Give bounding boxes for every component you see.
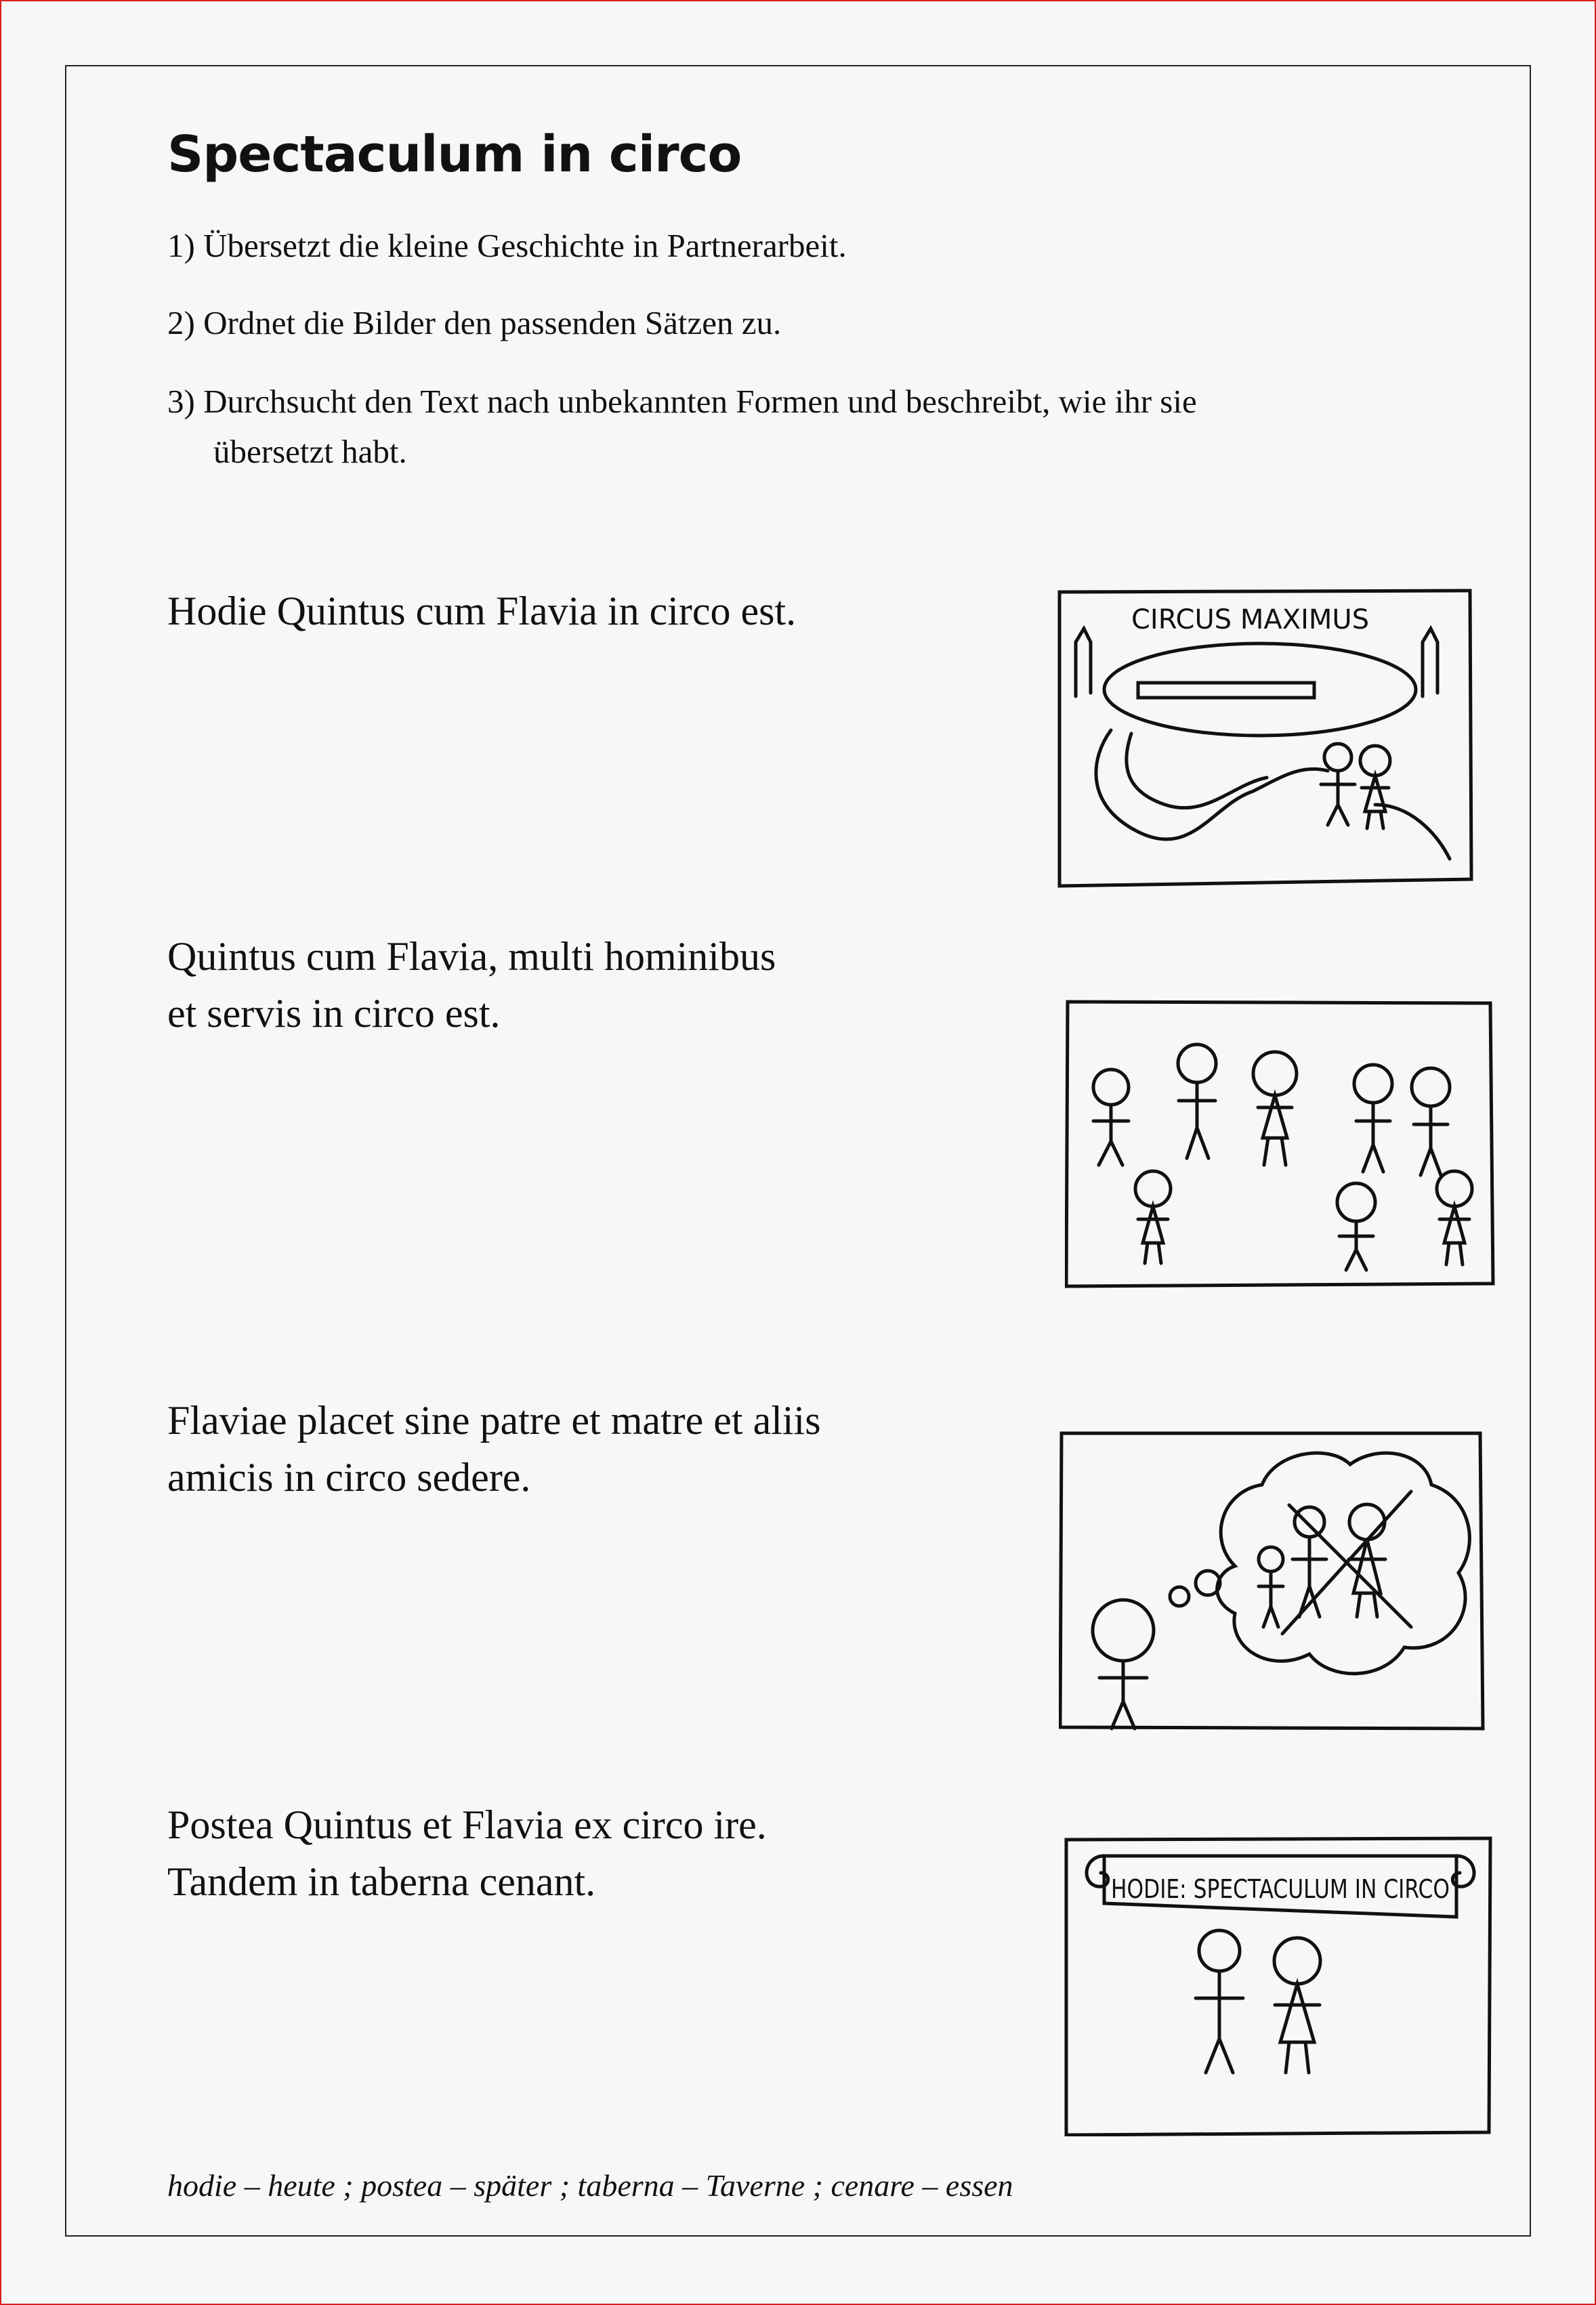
task-3-line-1: 3) Durchsucht den Text nach unbekannten Formen und beschreibt, wie ihr sie bbox=[167, 383, 1197, 420]
thought-dot-small bbox=[1170, 1587, 1189, 1606]
thought-cloud bbox=[1217, 1453, 1470, 1674]
task-3 bbox=[167, 377, 1387, 477]
person-6 bbox=[1135, 1171, 1171, 1263]
person-8 bbox=[1437, 1171, 1472, 1265]
task-2: 2) Ordnet die Bilder den passenden Sätzen zu. bbox=[167, 304, 782, 341]
picture-label: HODIE: SPECTACULUM IN CIRCO bbox=[1111, 1874, 1450, 1904]
flavia-thinking bbox=[1093, 1600, 1154, 1729]
sentence-3-line-2: amicis in circo sedere. bbox=[167, 1455, 531, 1500]
person-5 bbox=[1412, 1068, 1450, 1175]
page-title: Spectaculum in circo bbox=[167, 125, 742, 184]
glossary: hodie – heute ; postea – später ; taberna – Taverne ; cenare – essen bbox=[167, 2168, 1013, 2203]
picture-label: CIRCUS MAXIMUS bbox=[1131, 604, 1370, 635]
sentence-3-line-1: Flaviae placet sine patre et matre et aliis bbox=[167, 1398, 821, 1443]
sentence-2-line-2: et servis in circo est. bbox=[167, 991, 501, 1036]
spina bbox=[1138, 683, 1314, 698]
sentence-4-line-1: Postea Quintus et Flavia ex circo ire. bbox=[167, 1802, 767, 1847]
sentence-4 bbox=[167, 1796, 1014, 1910]
person-4 bbox=[1354, 1065, 1392, 1172]
sentence-3 bbox=[167, 1392, 1014, 1506]
picture-crowd bbox=[1065, 999, 1496, 1289]
task-3-line-2: übersetzt habt. bbox=[213, 433, 407, 470]
thought-person-1 bbox=[1259, 1547, 1283, 1627]
quintus-head bbox=[1324, 744, 1351, 771]
quintus-body bbox=[1321, 771, 1355, 825]
picture-thought-bubble bbox=[1059, 1431, 1487, 1731]
person-7 bbox=[1337, 1183, 1375, 1270]
sentence-2-line-1: Quintus cum Flavia, multi hominibus bbox=[167, 934, 776, 979]
road-inner bbox=[1127, 734, 1267, 808]
quintus bbox=[1196, 1930, 1243, 2073]
sentence-4-line-2: Tandem in taberna cenant. bbox=[167, 1859, 596, 1904]
picture-banner bbox=[1064, 1836, 1494, 2136]
sentence-1-line-1: Hodie Quintus cum Flavia in circo est. bbox=[167, 589, 797, 633]
sentence-2 bbox=[167, 928, 1014, 1042]
sentence-1 bbox=[167, 583, 1014, 639]
thought-person-3 bbox=[1349, 1504, 1385, 1617]
task-1: 1) Übersetzt die kleine Geschichte in Partnerarbeit. bbox=[167, 227, 847, 264]
person-2 bbox=[1178, 1044, 1216, 1158]
road bbox=[1096, 730, 1328, 839]
person-1 bbox=[1093, 1070, 1129, 1165]
flavia-body bbox=[1362, 776, 1389, 828]
picture-circus-maximus bbox=[1057, 588, 1473, 889]
tower-left bbox=[1076, 629, 1091, 696]
cross-out bbox=[1282, 1492, 1411, 1634]
circus-arena bbox=[1104, 643, 1416, 736]
person-3 bbox=[1253, 1052, 1297, 1165]
tower-right bbox=[1423, 629, 1437, 696]
flavia bbox=[1274, 1938, 1320, 2073]
